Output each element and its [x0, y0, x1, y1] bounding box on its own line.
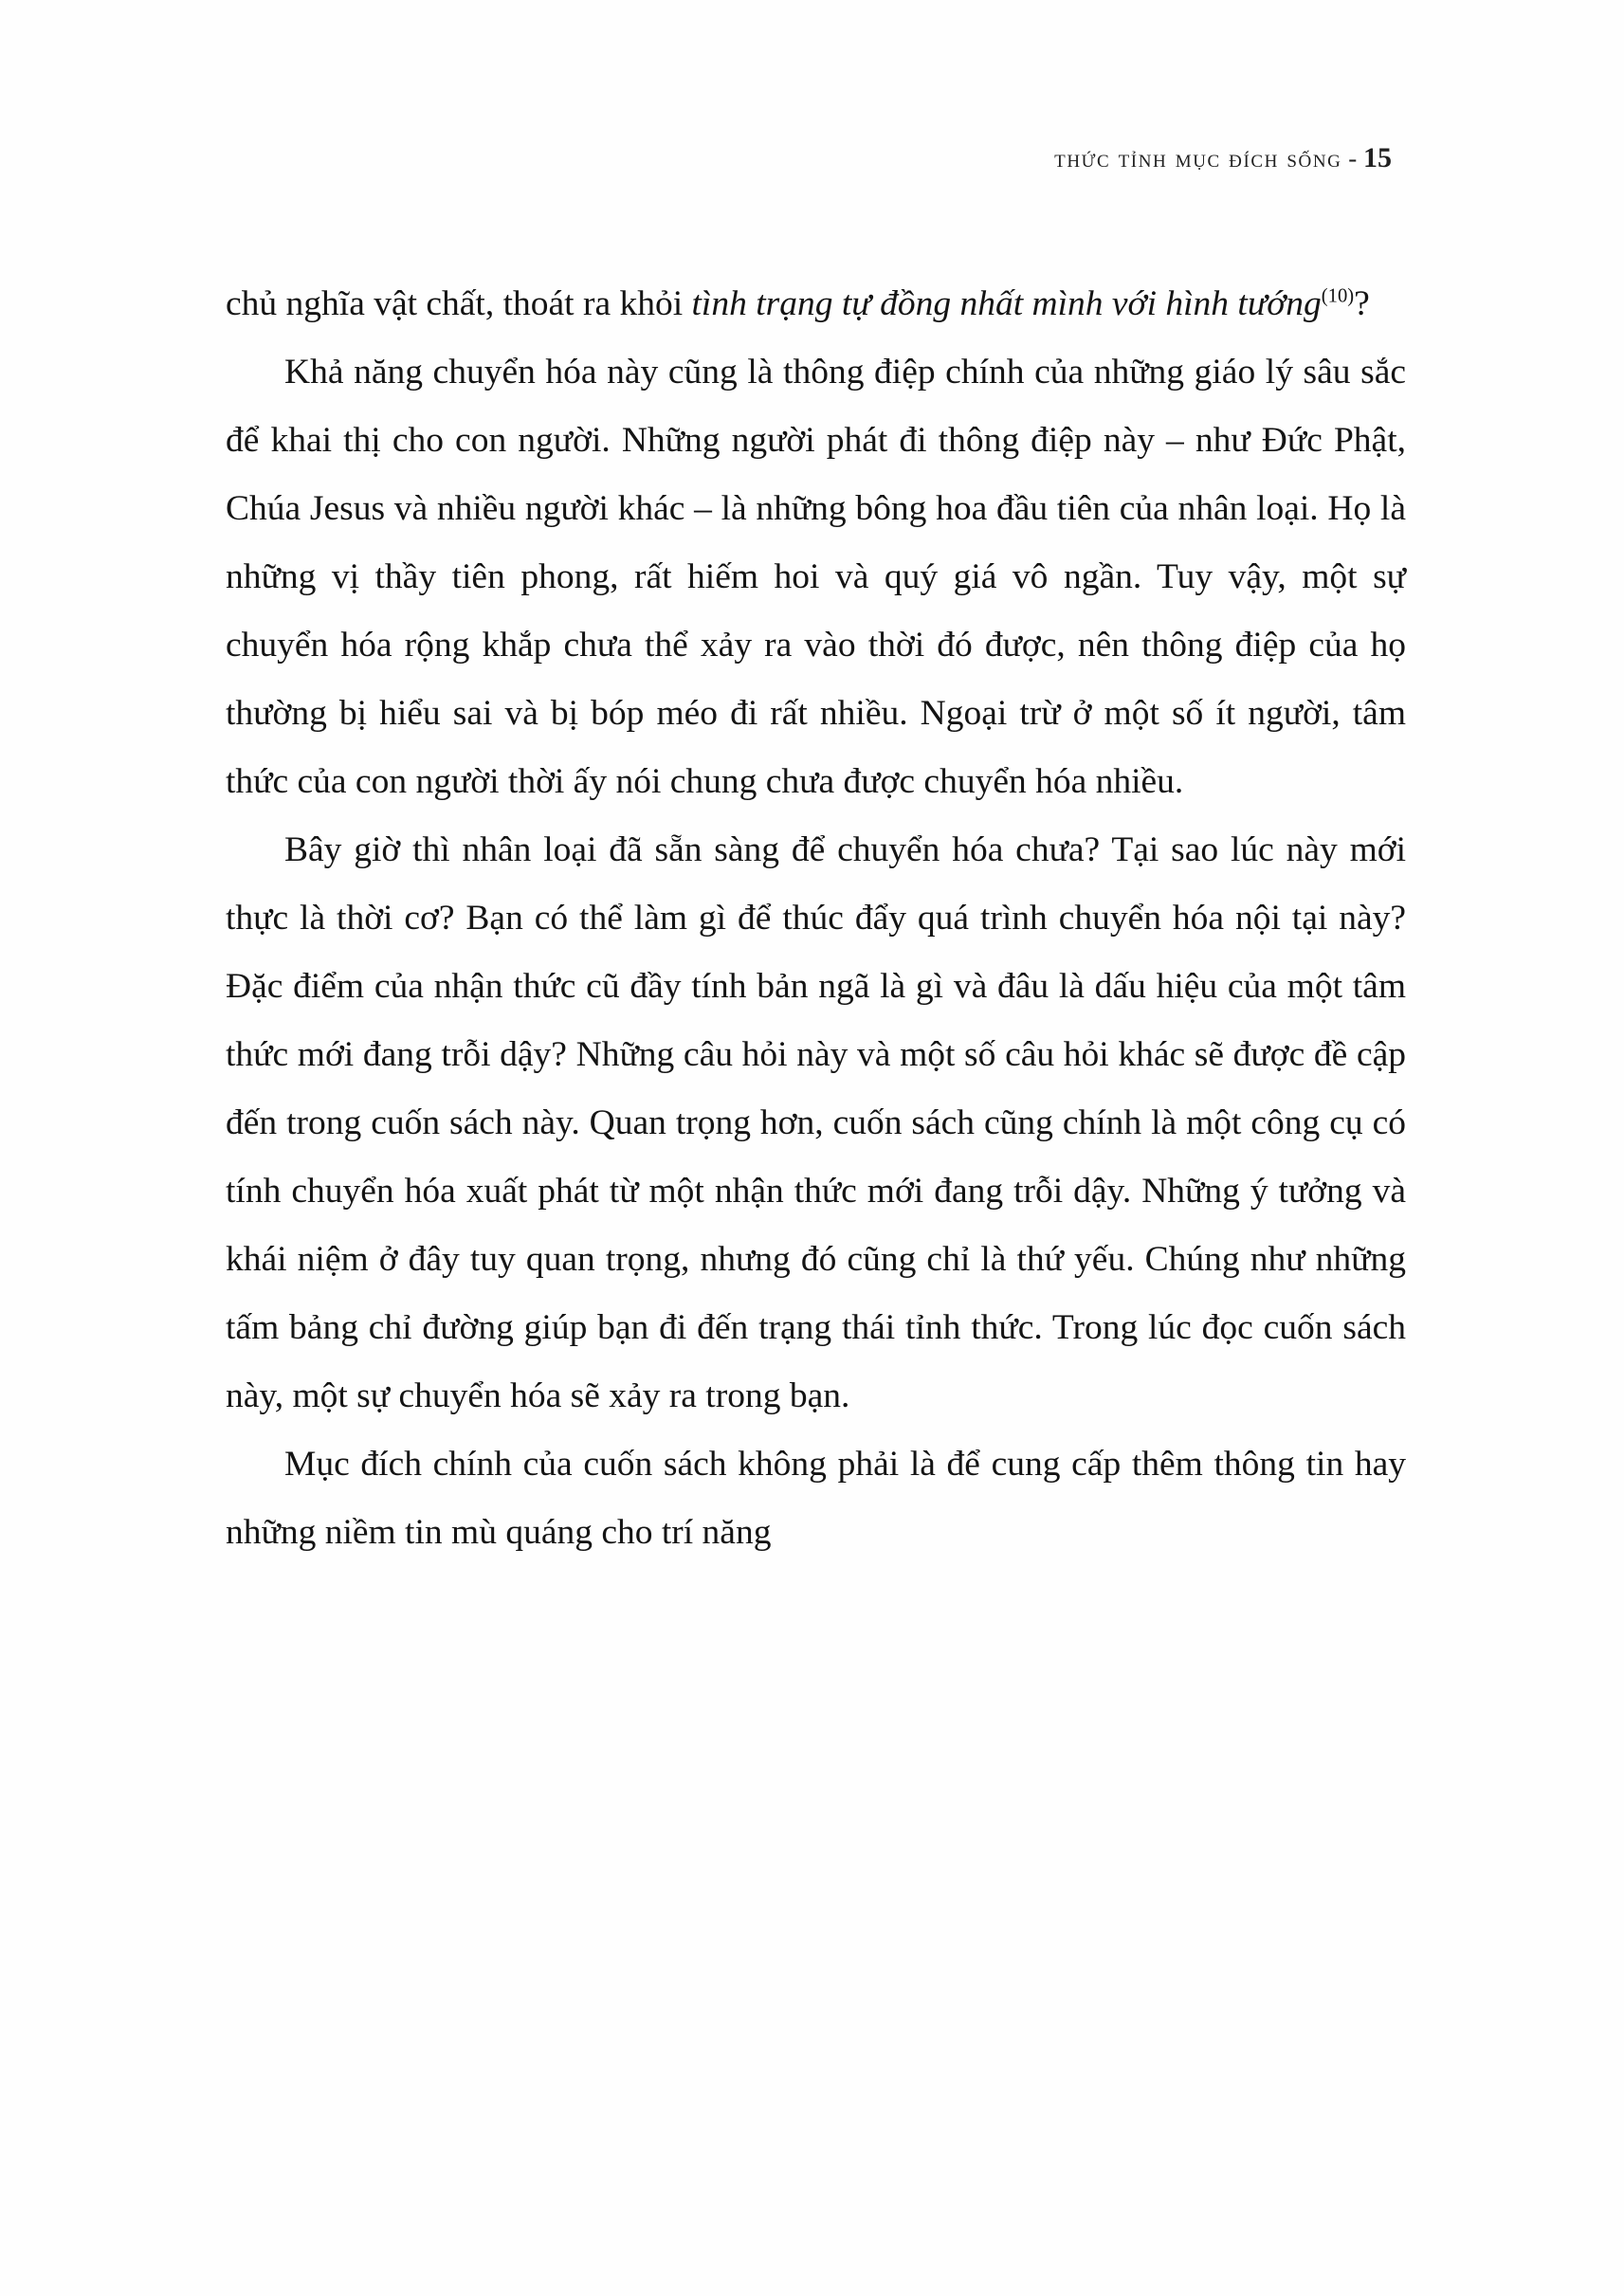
paragraph-1-italic: tình trạng tự đồng nhất mình với hình tướng — [691, 284, 1322, 323]
paragraph-1 — [226, 270, 1406, 338]
footnote-marker-10: (10) — [1321, 285, 1355, 307]
page-number: 15 — [1363, 142, 1392, 173]
paragraph-3: Bây giờ thì nhân loại đã sẵn sàng để chuyển hóa chưa? Tại sao lúc này mới thực là thời cơ? Bạn có thể làm gì để thúc đẩy quá trình chuyển hóa nội tại này? Đặc điểm của nhận thức cũ đầy tính bản ngã là gì và đâu là dấu hiệu của một tâm thức mới đang trỗi dậy? Những câu hỏi này và một số câu hỏi khác sẽ được đề cập đến trong cuốn sách này. Quan trọng hơn, cuốn sách cũng chính là một công cụ có tính chuyển hóa xuất phát từ một nhận thức mới đang trỗi dậy. Những ý tưởng và khái niệm ở đây tuy quan trọng, nhưng đó cũng chỉ là thứ yếu. Chúng như những tấm bảng chỉ đường giúp bạn đi đến trạng thái tỉnh thức. Trong lúc đọc cuốn sách này, một sự chuyển hóa sẽ xảy ra trong bạn. — [226, 830, 1406, 1415]
running-title: thức tỉnh mục đích sống — [1054, 144, 1342, 173]
page-header — [0, 142, 1392, 174]
paragraph-2: Khả năng chuyển hóa này cũng là thông điệp chính của những giáo lý sâu sắc để khai thị cho con người. Những người phát đi thông điệp này – như Đức Phật, Chúa Jesus và nhiều người khác – là những bông hoa đầu tiên của nhân loại. Họ là những vị thầy tiên phong, rất hiếm hoi và quý giá vô ngần. Tuy vậy, một sự chuyển hóa rộng khắp chưa thể xảy ra vào thời đó được, nên thông điệp của họ thường bị hiểu sai và bị bóp méo đi rất nhiều. Ngoại trừ ở một số ít người, tâm thức của con người thời ấy nói chung chưa được chuyển hóa nhiều. — [226, 353, 1406, 801]
paragraph-1-text: chủ nghĩa vật chất, thoát ra khỏi — [226, 284, 692, 323]
paragraph-1-tail: ? — [1354, 284, 1370, 323]
header-separator: - — [1341, 144, 1363, 173]
page-body — [226, 270, 1406, 1567]
paragraph-4: Mục đích chính của cuốn sách không phải là để cung cấp thêm thông tin hay những niềm tin mù quáng cho trí năng — [226, 1445, 1406, 1552]
